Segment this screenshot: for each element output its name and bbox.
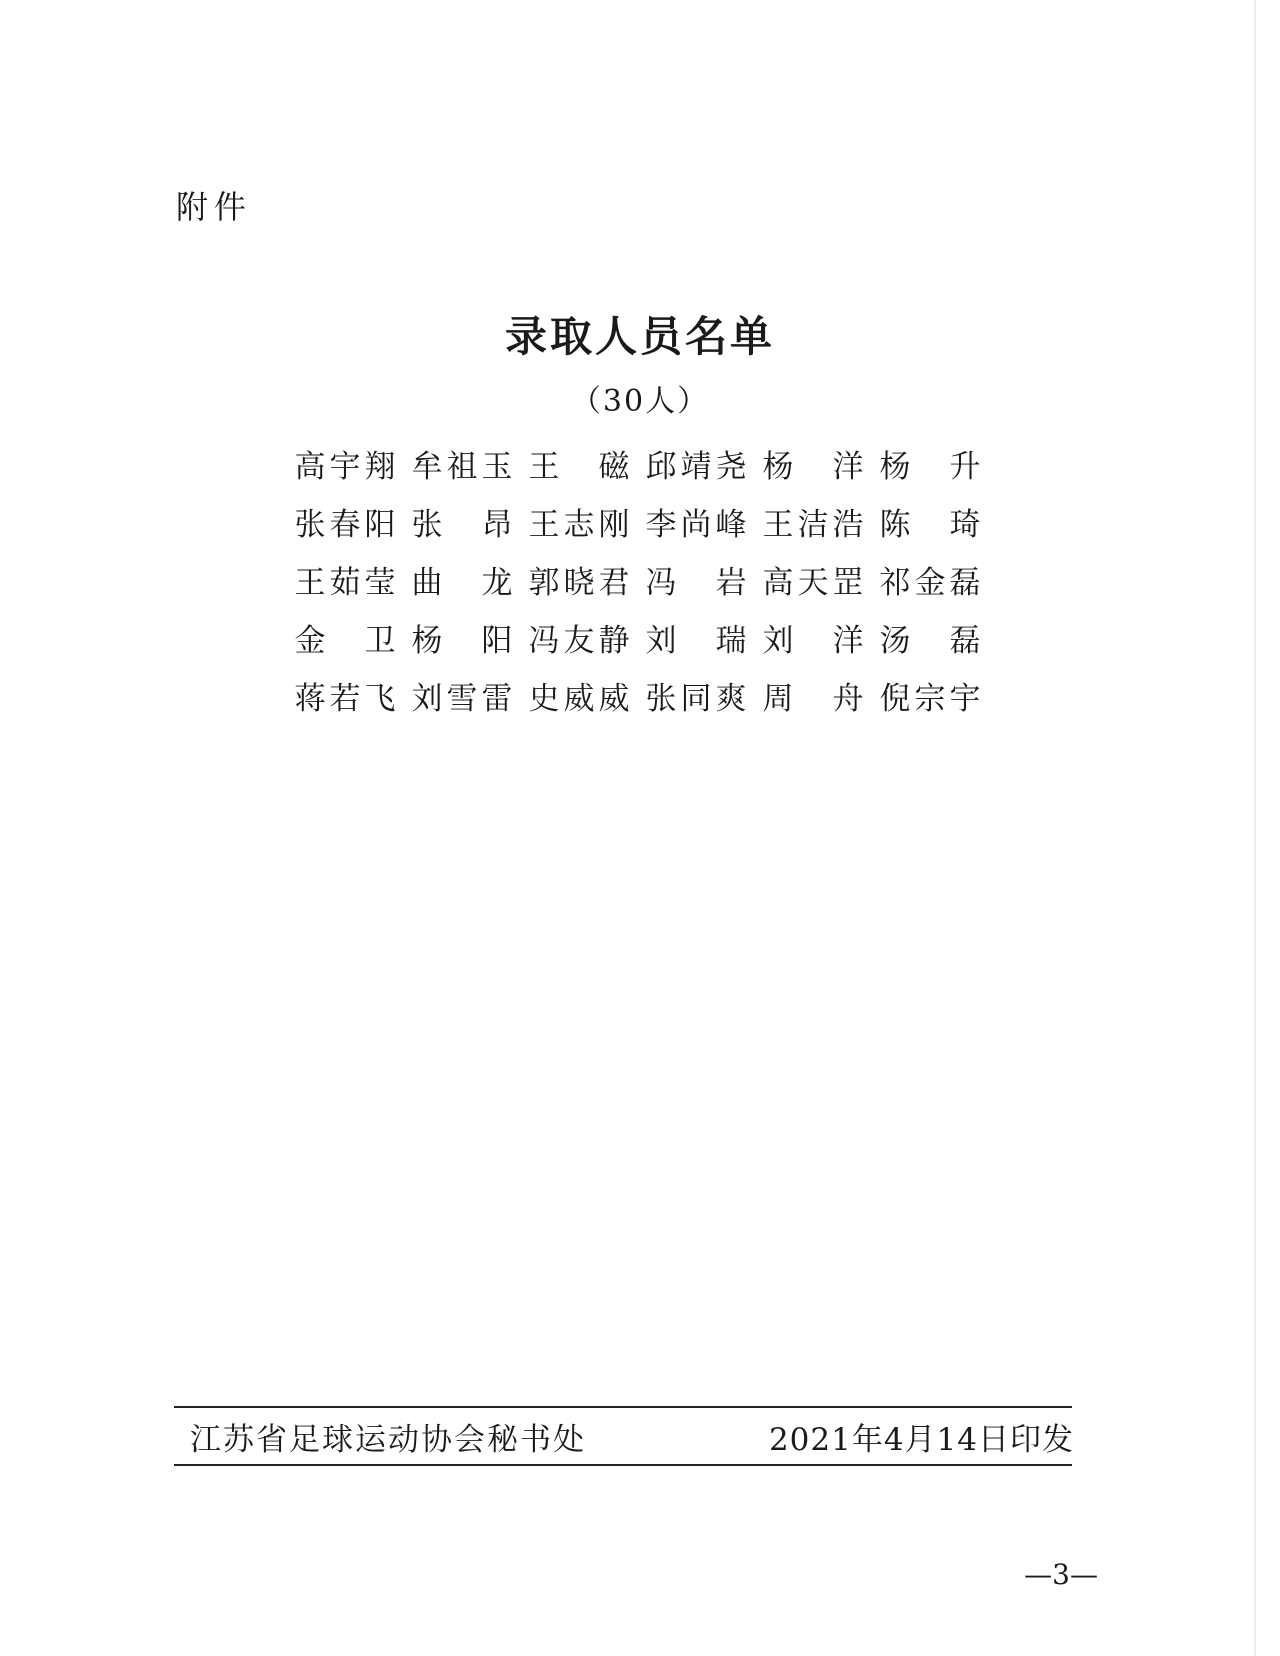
name-entry: 冯 友 静 — [528, 622, 630, 659]
name-entry: 李 尚 峰 — [645, 506, 747, 543]
footer-top-rule — [174, 1406, 1072, 1408]
name-entry: 周 舟 — [762, 680, 864, 717]
name-entry: 刘 洋 — [762, 622, 864, 659]
name-entry: 郭 晓 君 — [528, 564, 630, 601]
name-list — [294, 434, 996, 724]
issue-date: 2021年4月14日印发 — [768, 1422, 1074, 1458]
document-subtitle: （30人） — [570, 384, 710, 419]
attachment-label: 附件 — [176, 188, 253, 226]
name-entry: 杨 阳 — [411, 622, 513, 659]
name-entry: 杨 升 — [879, 448, 981, 485]
name-entry: 金 卫 — [294, 622, 396, 659]
name-entry: 蒋 若 飞 — [294, 680, 396, 717]
footer-bottom-rule — [174, 1464, 1072, 1466]
document-title: 录取人员名单 — [504, 312, 775, 361]
name-entry: 曲 龙 — [411, 564, 513, 601]
name-entry: 王 磁 — [528, 448, 630, 485]
name-entry: 倪 宗 宇 — [879, 680, 981, 717]
name-entry: 杨 洋 — [762, 448, 864, 485]
name-entry: 王 洁 浩 — [762, 506, 864, 543]
name-entry: 陈 琦 — [879, 506, 981, 543]
issuer-name: 江苏省足球运动协会秘书处 — [190, 1422, 586, 1458]
name-entry: 高 天 罡 — [762, 564, 864, 601]
page-edge-line — [1254, 0, 1256, 1656]
name-entry: 张 春 阳 — [294, 506, 396, 543]
name-entry: 冯 岩 — [645, 564, 747, 601]
name-entry: 刘 雪 雷 — [411, 680, 513, 717]
name-entry: 牟 祖 玉 — [411, 448, 513, 485]
name-entry: 张 同 爽 — [645, 680, 747, 717]
name-entry: 王 志 刚 — [528, 506, 630, 543]
name-entry: 张 昂 — [411, 506, 513, 543]
name-entry: 祁 金 磊 — [879, 564, 981, 601]
name-entry: 史 威 威 — [528, 680, 630, 717]
name-entry: 王 茹 莹 — [294, 564, 396, 601]
name-entry: 刘 瑞 — [645, 622, 747, 659]
name-entry: 高 宇 翔 — [294, 448, 396, 485]
name-entry: 邱 靖 尧 — [645, 448, 747, 485]
page-number: —3— — [1024, 1558, 1098, 1591]
name-entry: 汤 磊 — [879, 622, 981, 659]
